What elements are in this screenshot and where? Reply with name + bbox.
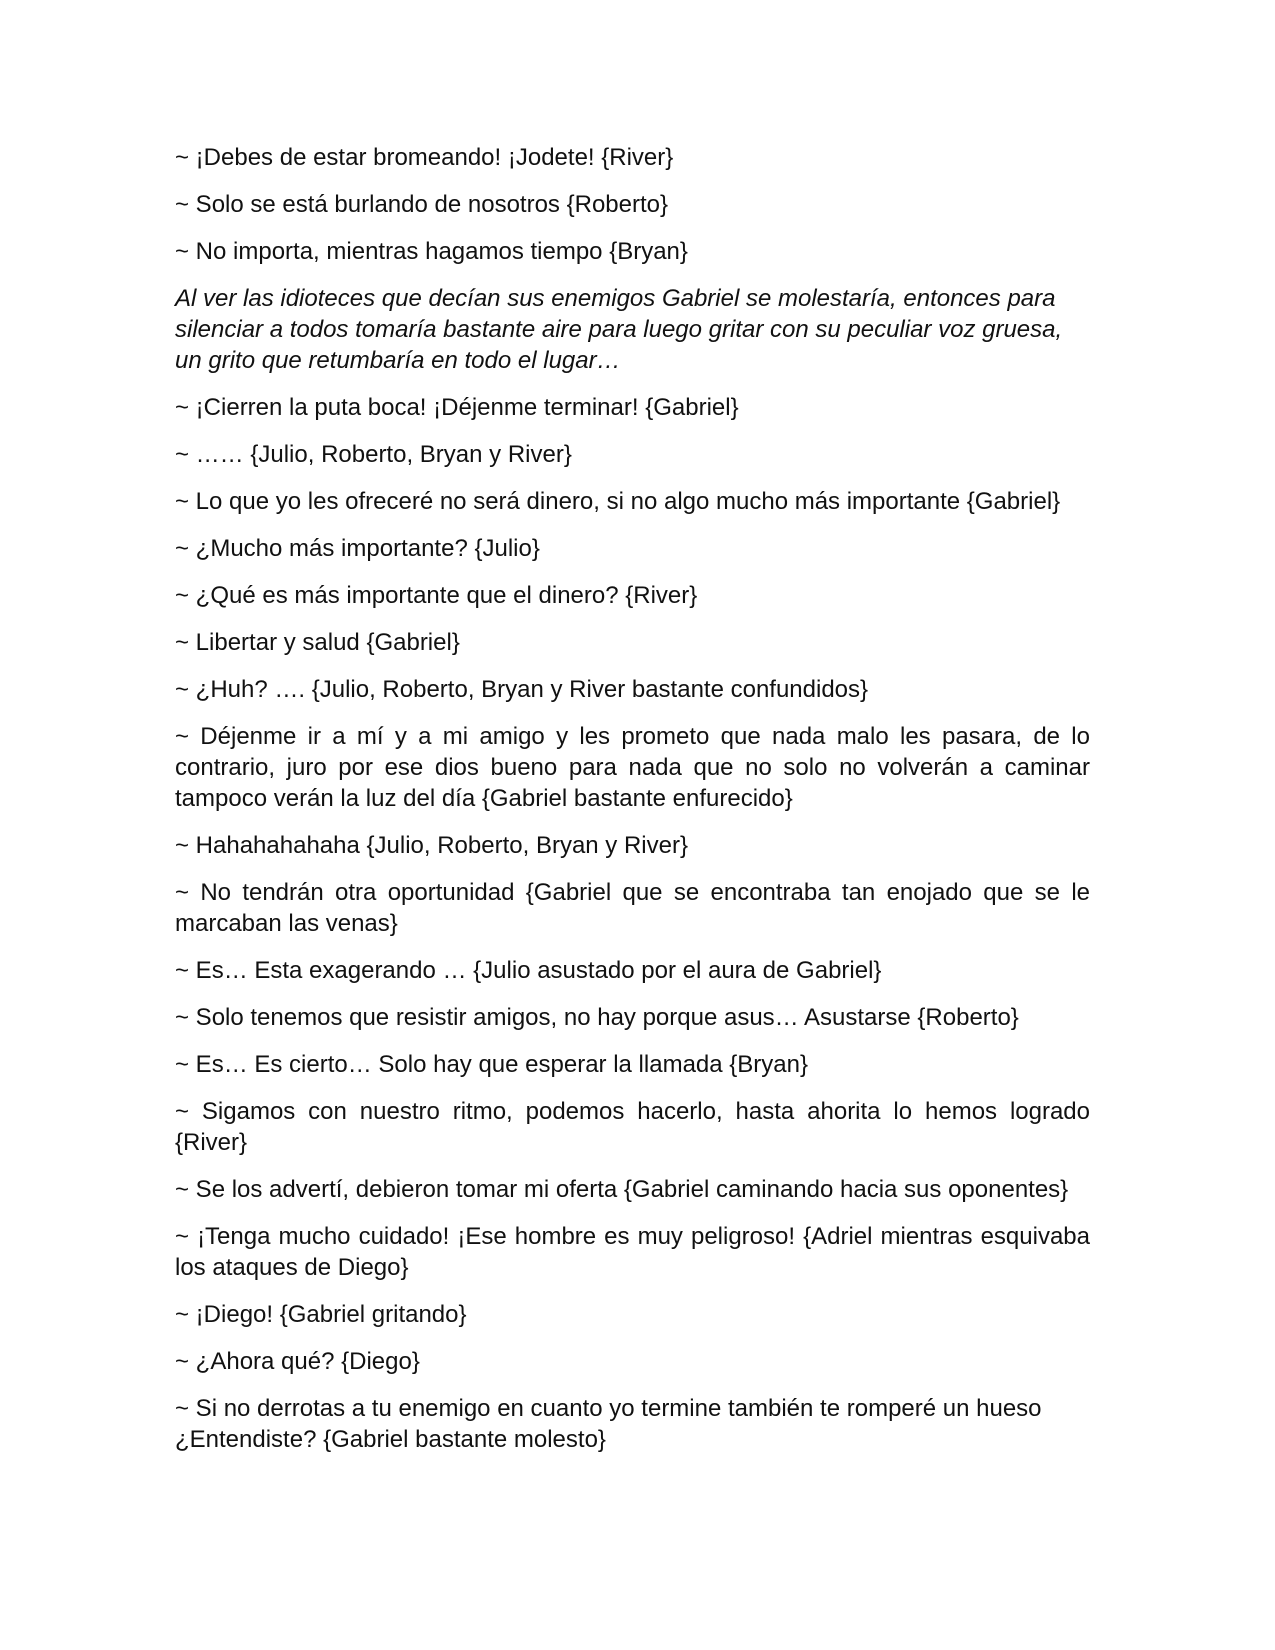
dialogue-line: ~ Se los advertí, debieron tomar mi oferta {Gabriel caminando hacia sus oponentes} (175, 1176, 1069, 1203)
dialogue-line: ~ ¡Debes de estar bromeando! ¡Jodete! {River} (175, 144, 674, 171)
dialogue-line: ~ Es… Es cierto… Solo hay que esperar la llamada {Bryan} (175, 1051, 808, 1078)
dialogue-line: ~ …… {Julio, Roberto, Bryan y River} (175, 441, 572, 468)
narration-paragraph: Al ver las idioteces que decían sus enemigos Gabriel se molestaría, entonces para silenciar a todos tomaría bastante aire para luego gritar con su peculiar voz gruesa, un grito que retumbaría en todo el lugar… (175, 285, 1063, 374)
dialogue-line: ~ ¡Cierren la puta boca! ¡Déjenme terminar! {Gabriel} (175, 394, 739, 421)
dialogue-line: ~ Hahahahahaha {Julio, Roberto, Bryan y River} (175, 832, 688, 859)
dialogue-line: ~ Es… Esta exagerando … {Julio asustado por el aura de Gabriel} (175, 957, 882, 984)
dialogue-line: ~ ¡Diego! {Gabriel gritando} (175, 1301, 467, 1328)
dialogue-line: ~ Solo tenemos que resistir amigos, no hay porque asus… Asustarse {Roberto} (175, 1004, 1019, 1031)
dialogue-line: ~ Solo se está burlando de nosotros {Roberto} (175, 191, 669, 218)
dialogue-line: ~ Libertar y salud {Gabriel} (175, 629, 460, 656)
dialogue-line: ~ No tendrán otra oportunidad {Gabriel que se encontraba tan enojado que se le marcaban las venas} (175, 879, 1090, 937)
dialogue-line: ~ ¿Ahora qué? {Diego} (175, 1348, 420, 1375)
dialogue-line: ~ ¿Qué es más importante que el dinero? {River} (175, 582, 698, 609)
dialogue-line: ~ ¡Tenga mucho cuidado! ¡Ese hombre es muy peligroso! {Adriel mientras esquivaba los ataques de Diego} (175, 1223, 1090, 1281)
dialogue-line: ~ Déjenme ir a mí y a mi amigo y les prometo que nada malo les pasara, de lo contrario, juro por ese dios bueno para nada que no solo no volverán a caminar tampoco verán la luz del día {Gabriel bastante enfurecido} (175, 723, 1090, 812)
dialogue-line: ~ Sigamos con nuestro ritmo, podemos hacerlo, hasta ahorita lo hemos logrado {River} (175, 1098, 1090, 1156)
dialogue-line: ~ Lo que yo les ofreceré no será dinero, si no algo mucho más importante {Gabriel} (175, 488, 1061, 515)
document-page (175, 142, 1090, 1471)
dialogue-line: ~ ¿Mucho más importante? {Julio} (175, 535, 540, 562)
dialogue-line: ~ ¿Huh? …. {Julio, Roberto, Bryan y River bastante confundidos} (175, 676, 869, 703)
dialogue-line: ~ No importa, mientras hagamos tiempo {Bryan} (175, 238, 688, 265)
dialogue-line: ~ Si no derrotas a tu enemigo en cuanto yo termine también te romperé un hueso ¿Entendiste? {Gabriel bastante molesto} (175, 1395, 1042, 1453)
